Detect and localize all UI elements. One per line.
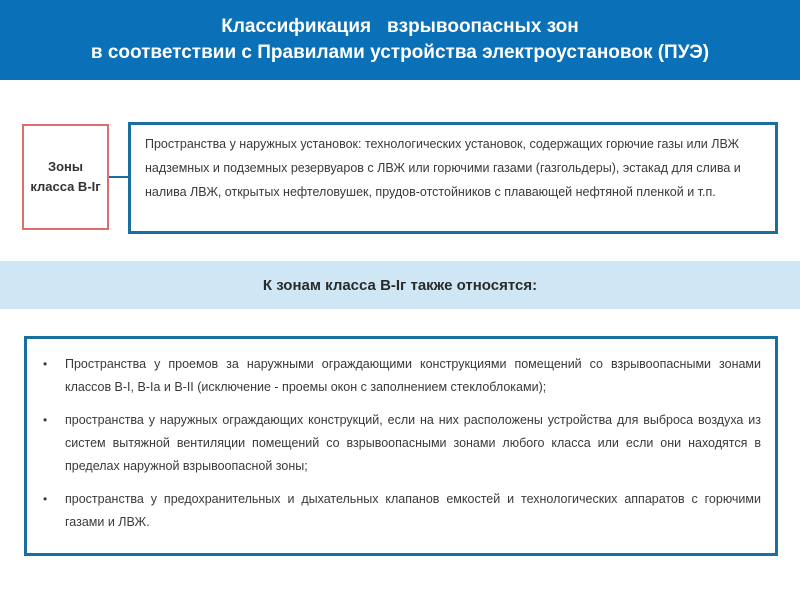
list-item bbox=[39, 488, 761, 534]
subheading-text: К зонам класса В-Iг также относятся: bbox=[262, 276, 538, 294]
list-item-text: пространства у наружных ограждающих конструкций, если на них расположены устройства для выброса воздуха из систем вытяжной вентиляции помещений со взрывоопасными зонами любого класса или если они находятся в пределах наружной взрывоопасной зоны; bbox=[65, 413, 761, 473]
connector-line bbox=[109, 176, 129, 178]
bullet-icon: • bbox=[43, 413, 48, 427]
list-item bbox=[39, 409, 761, 478]
title-line-2: в соответствии с Правилами устройства электроустановок (ПУЭ) bbox=[90, 42, 710, 63]
bullet-icon: • bbox=[43, 357, 48, 371]
zone-description-box bbox=[128, 122, 778, 234]
bullet-icon: • bbox=[43, 492, 48, 506]
zone-label-line-1: Зоны bbox=[47, 159, 84, 174]
list-item-text: Пространства у проемов за наружными ограждающими конструкциями помещений со взрывоопасными зонами классов В-I, В-Iа и В-II (исключение - проемы окон с заполнением стеклоблоками); bbox=[65, 357, 761, 394]
subheading-band bbox=[0, 261, 800, 309]
list-item-text: пространства у предохранительных и дыхательных клапанов емкостей и технологических аппаратов с горючими газами и ЛВЖ. bbox=[65, 492, 761, 529]
title-line-1: Классификация взрывоопасных зон bbox=[221, 16, 579, 37]
title-banner bbox=[0, 0, 800, 80]
zone-class-label-box bbox=[22, 124, 109, 230]
zone-list-box bbox=[24, 336, 778, 556]
zone-description-text: Пространства у наружных установок: технологических установок, содержащих горючие газы или ЛВЖ надземных и подземных резервуаров с ЛВЖ или горючими газами (газгольдеры), эстакад для слива и налива ЛВЖ, открытых нефтеловушек, прудов-отстойников с плавающей нефтяной пленкой и т.п. bbox=[145, 137, 741, 199]
list-item bbox=[39, 353, 761, 399]
zone-label-line-2: класса В-Iг bbox=[30, 179, 101, 194]
zone-list bbox=[39, 353, 761, 534]
